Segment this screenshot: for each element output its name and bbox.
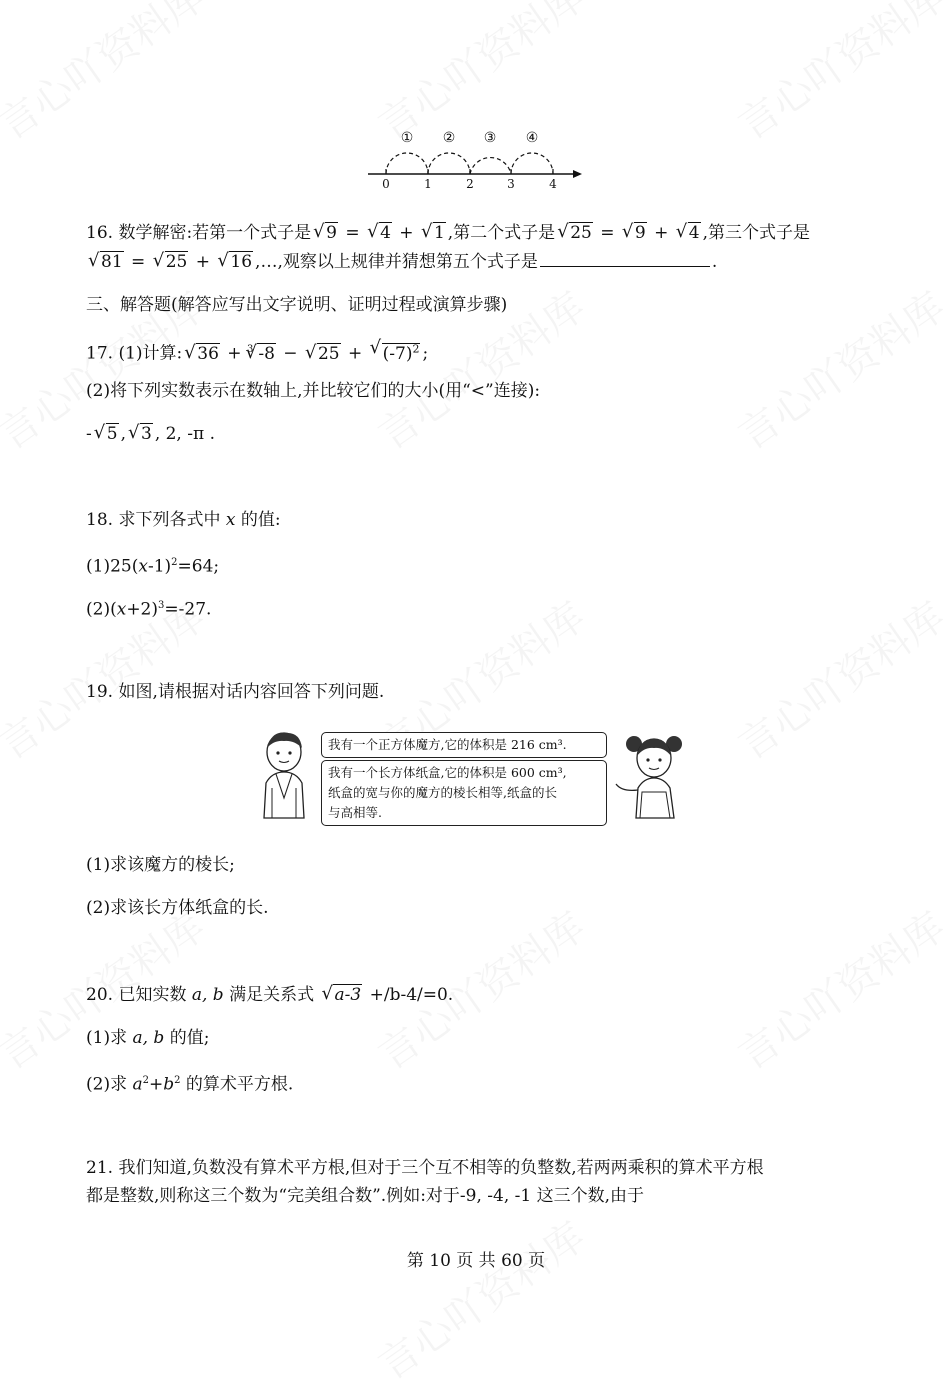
q20-part2: (2)求 $a^2+b^2$ 的算术平方根. [86,1074,294,1095]
tick-label: 0 [382,177,390,191]
q18-part2: $(2)(x+2)^3=-27$. [86,599,212,620]
q20-part1: (1)求 a, b 的值; [86,1028,210,1048]
tick-label: 3 [507,177,515,191]
q21-line2: 都是整数,则称这三个数为“完美组合数”.例如:对于-9, -4, -1 这三个数,由于 [86,1186,645,1206]
watermark [725,586,952,770]
page-footer: 第 10 页 共 60 页 [406,1251,546,1271]
q19-title: 19. 如图,请根据对话内容回答下列问题. [86,682,385,702]
section-heading: 三、解答题(解答应写出文字说明、证明过程或演算步骤) [86,295,508,315]
q20-title: 20. 已知实数 a, b 满足关系式 √ a-3 +/b-4/=0. [86,983,453,1007]
number-line-figure [368,122,588,194]
answer-blank[interactable] [540,250,710,267]
watermark [365,1206,594,1390]
q18-part1: $(1)25(x-1)^2=64$; [86,556,220,577]
watermark [725,0,952,151]
tick-label: 1 [424,177,432,191]
watermark [0,0,215,151]
speech-bubble-boy: 我有一个正方体魔方,它的体积是 216 cm³. [321,732,607,758]
q18-title: 18. 求下列各式中 x 的值: [86,510,281,530]
q19-part2: (2)求该长方体纸盒的长. [86,898,269,918]
q16-line2: √ 81 = √ 25 + √ 16 ,…,观察以上规律并猜想第五个式子是 . [86,250,717,274]
q21-line1: 21. 我们知道,负数没有算术平方根,但对于三个互不相等的负整数,若两两乘积的算术平方根 [86,1158,764,1178]
circle-label: ④ [525,130,539,146]
tick-label: 2 [466,177,474,191]
circle-label: ② [442,130,456,146]
circle-label: ① [400,130,414,146]
speech-bubble-girl: 我有一个长方体纸盒,它的体积是 600 cm³, 纸盒的宽与你的魔方的棱长相等,纸盒的长 与高相等. [321,760,607,826]
q17-line2: (2)将下列实数表示在数轴上,并比较它们的大小(用“<”连接): [86,381,541,401]
watermark [725,276,952,460]
circle-label: ③ [483,130,497,146]
boy-illustration [252,728,318,820]
girl-illustration [612,730,694,820]
q19-part1: (1)求该魔方的棱长; [86,855,235,875]
q16-line1: 16. 数学解密:若第一个式子是√ 9 = √ 4 + √ 1 ,第二个式子是√ 25 = √ 9 + √ 4 ,第三个式子是 [86,221,810,245]
q17-line3: -√ 5 ,√ 3 , 2, -π . [86,422,215,446]
tick-label: 4 [549,177,557,191]
q17-line1: 17. (1)计算:√ 36 + $^3$√ -8 − √ 25 + √ $(-7)^2$ ; [86,337,428,366]
watermark [725,896,952,1080]
